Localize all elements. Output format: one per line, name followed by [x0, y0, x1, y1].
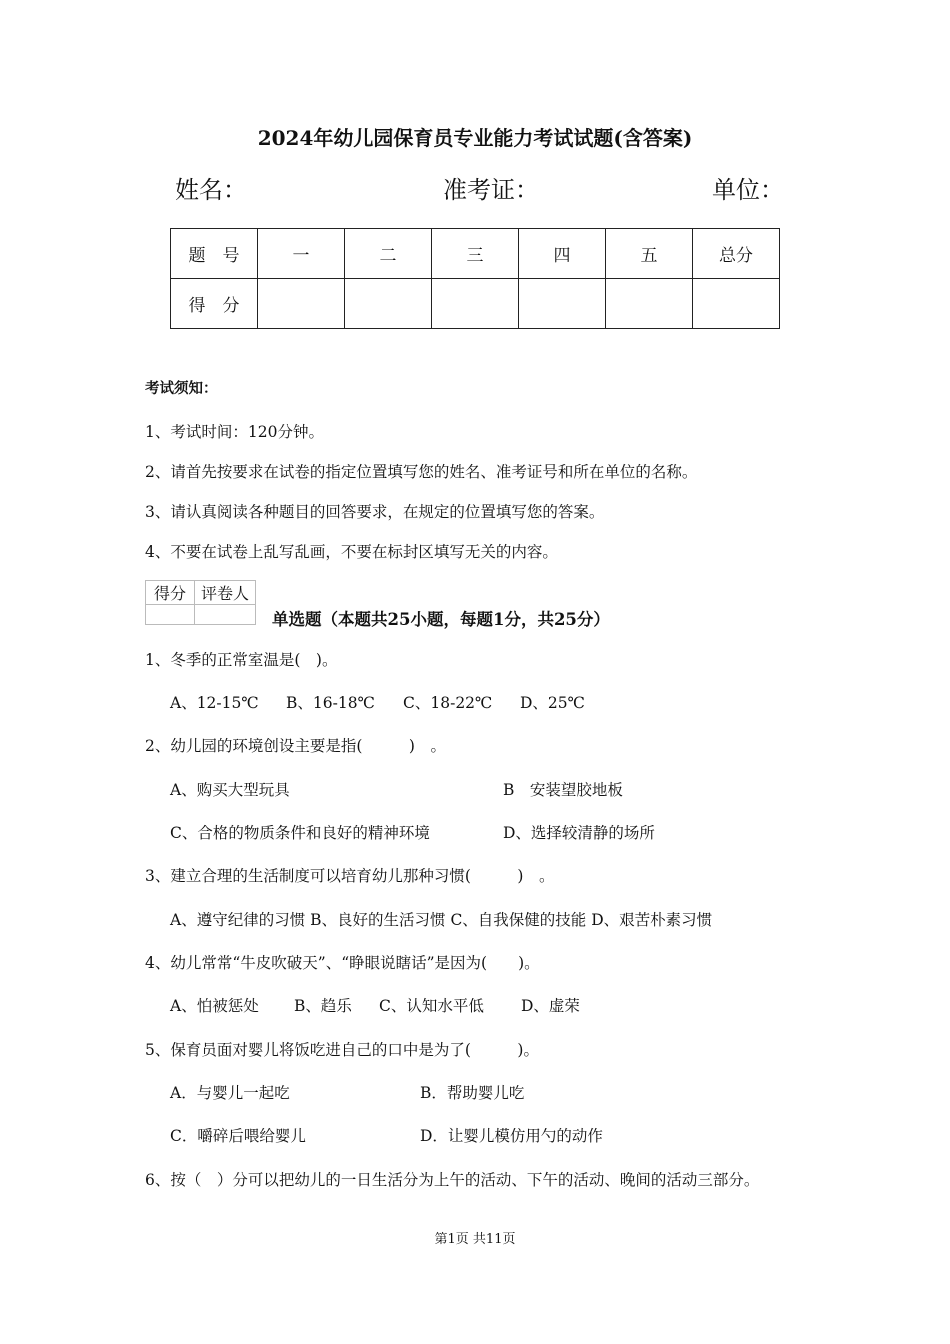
name-field-label: 姓名： [175, 176, 247, 204]
question-stem: 5、保育员面对婴儿将饭吃进自己的口中是为了( )。 [145, 1041, 539, 1059]
option: B、趋乐 [294, 997, 352, 1015]
notice-item: 1、考试时间：120分钟。 [145, 423, 324, 441]
unit-field-label: 单位： [712, 176, 784, 204]
question-stem: 4、幼儿常常“牛皮吹破天”、“睁眼说瞎话”是因为( )。 [145, 954, 540, 972]
option: C、合格的物质条件和良好的精神环境 [170, 824, 430, 842]
option: B．帮助婴儿吃 [420, 1084, 525, 1102]
score-value-cell[interactable] [606, 279, 693, 329]
option: B、16-18℃ [286, 694, 375, 712]
question-stem: 1、冬季的正常室温是( )。 [145, 651, 338, 669]
option: D、25℃ [520, 694, 585, 712]
score-value-cell[interactable] [258, 279, 345, 329]
score-header-cell: 二 [345, 229, 432, 279]
option: C．嚼碎后喂给婴儿 [170, 1127, 306, 1145]
grader-box [145, 580, 256, 625]
grader-reviewer-label: 评卷人 [195, 581, 256, 605]
section-title: 单选题（本题共25小题，每题1分，共25分） [272, 610, 610, 629]
score-table [170, 228, 780, 329]
option: A．与婴儿一起吃 [170, 1084, 290, 1102]
option: D、虚荣 [521, 997, 580, 1015]
notice-item: 2、请首先按要求在试卷的指定位置填写您的姓名、准考证号和所在单位的名称。 [145, 463, 698, 481]
question-stem: 3、建立合理的生活制度可以培育幼儿那种习惯( ) 。 [145, 867, 555, 885]
question-stem: 2、幼儿园的环境创设主要是指( ) 。 [145, 737, 446, 755]
option: A、购买大型玩具 [170, 781, 290, 799]
question-stem: 6、按（ ）分可以把幼儿的一日生活分为上午的活动、下午的活动、晚间的活动三部分。 [145, 1171, 760, 1189]
score-header-cell: 三 [432, 229, 519, 279]
option: C、18-22℃ [403, 694, 493, 712]
score-table-value-row [171, 279, 780, 329]
score-header-cell: 题 号 [171, 229, 258, 279]
exam-id-field-label: 准考证： [443, 176, 539, 204]
grader-score-cell[interactable] [146, 605, 195, 625]
option: A、怕被惩处 [170, 997, 259, 1015]
score-header-cell: 四 [519, 229, 606, 279]
grader-score-label: 得分 [146, 581, 195, 605]
page-footer: 第1页 共11页 [434, 1232, 516, 1247]
option: D、选择较清静的场所 [503, 824, 655, 842]
page-title: 2024年幼儿园保育员专业能力考试试题(含答案) [257, 126, 693, 150]
notice-heading: 考试须知： [145, 380, 218, 397]
score-value-cell[interactable] [345, 279, 432, 329]
score-value-cell[interactable] [519, 279, 606, 329]
notice-item: 3、请认真阅读各种题目的回答要求，在规定的位置填写您的答案。 [145, 503, 605, 521]
option: A、遵守纪律的习惯 B、良好的生活习惯 C、自我保健的技能 D、艰苦朴素习惯 [170, 911, 713, 929]
score-header-cell: 五 [606, 229, 693, 279]
score-value-cell[interactable] [432, 279, 519, 329]
option: B 安装望胶地板 [503, 781, 623, 799]
option: D．让婴儿模仿用勺的动作 [420, 1127, 603, 1145]
score-header-cell: 总分 [693, 229, 780, 279]
notice-item: 4、不要在试卷上乱写乱画，不要在标封区填写无关的内容。 [145, 543, 558, 561]
score-value-cell[interactable] [693, 279, 780, 329]
score-value-label: 得 分 [171, 279, 258, 329]
score-table-header-row [171, 229, 780, 279]
option: C、认知水平低 [379, 997, 484, 1015]
score-header-cell: 一 [258, 229, 345, 279]
option: A、12-15℃ [170, 694, 259, 712]
grader-reviewer-cell[interactable] [195, 605, 256, 625]
